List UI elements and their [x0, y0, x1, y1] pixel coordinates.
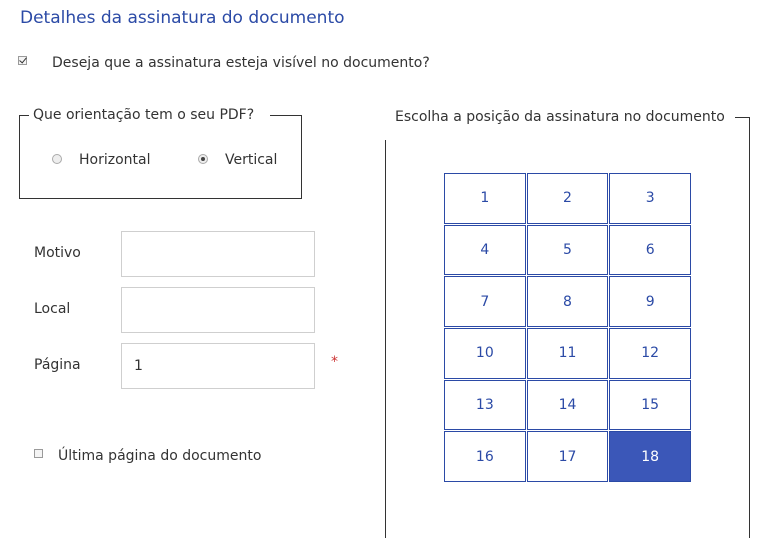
required-indicator: * [331, 354, 338, 370]
position-cell[interactable]: 14 [527, 380, 609, 431]
position-cell[interactable]: 6 [609, 225, 691, 276]
radio-horizontal-label: Horizontal [79, 152, 151, 168]
position-cell[interactable]: 12 [609, 328, 691, 379]
position-legend: Escolha a posição da assinatura no documento [395, 109, 725, 125]
motivo-label: Motivo [34, 245, 81, 261]
position-cell[interactable]: 8 [527, 276, 609, 327]
local-input[interactable] [121, 287, 315, 333]
position-cell[interactable]: 1 [444, 173, 526, 224]
position-cell[interactable]: 7 [444, 276, 526, 327]
position-cell[interactable]: 16 [444, 431, 526, 482]
fieldset-border [270, 115, 302, 116]
position-cell[interactable]: 10 [444, 328, 526, 379]
orientation-legend: Que orientação tem o seu PDF? [33, 107, 255, 123]
pagina-input[interactable] [121, 343, 315, 389]
position-cell[interactable]: 18 [609, 431, 691, 482]
position-cell[interactable]: 15 [609, 380, 691, 431]
visible-signature-checkbox[interactable] [18, 56, 27, 65]
position-cell[interactable]: 2 [527, 173, 609, 224]
position-cell[interactable]: 11 [527, 328, 609, 379]
position-cell[interactable]: 3 [609, 173, 691, 224]
fieldset-border [749, 117, 750, 538]
fieldset-border [735, 117, 750, 118]
position-cell[interactable]: 9 [609, 276, 691, 327]
last-page-checkbox[interactable] [34, 449, 43, 458]
position-grid [444, 173, 692, 483]
radio-horizontal[interactable] [52, 154, 62, 164]
fieldset-border [19, 115, 29, 116]
position-cell[interactable]: 4 [444, 225, 526, 276]
position-cell[interactable]: 17 [527, 431, 609, 482]
position-cell[interactable]: 13 [444, 380, 526, 431]
radio-vertical-label: Vertical [225, 152, 278, 168]
position-cell[interactable]: 5 [527, 225, 609, 276]
pagina-label: Página [34, 357, 81, 373]
visible-signature-label: Deseja que a assinatura esteja visível no documento? [52, 55, 430, 71]
motivo-input[interactable] [121, 231, 315, 277]
fieldset-border [385, 140, 386, 538]
page-title: Detalhes da assinatura do documento [20, 8, 345, 28]
local-label: Local [34, 301, 71, 317]
radio-vertical[interactable] [198, 154, 208, 164]
last-page-label: Última página do documento [58, 448, 262, 464]
